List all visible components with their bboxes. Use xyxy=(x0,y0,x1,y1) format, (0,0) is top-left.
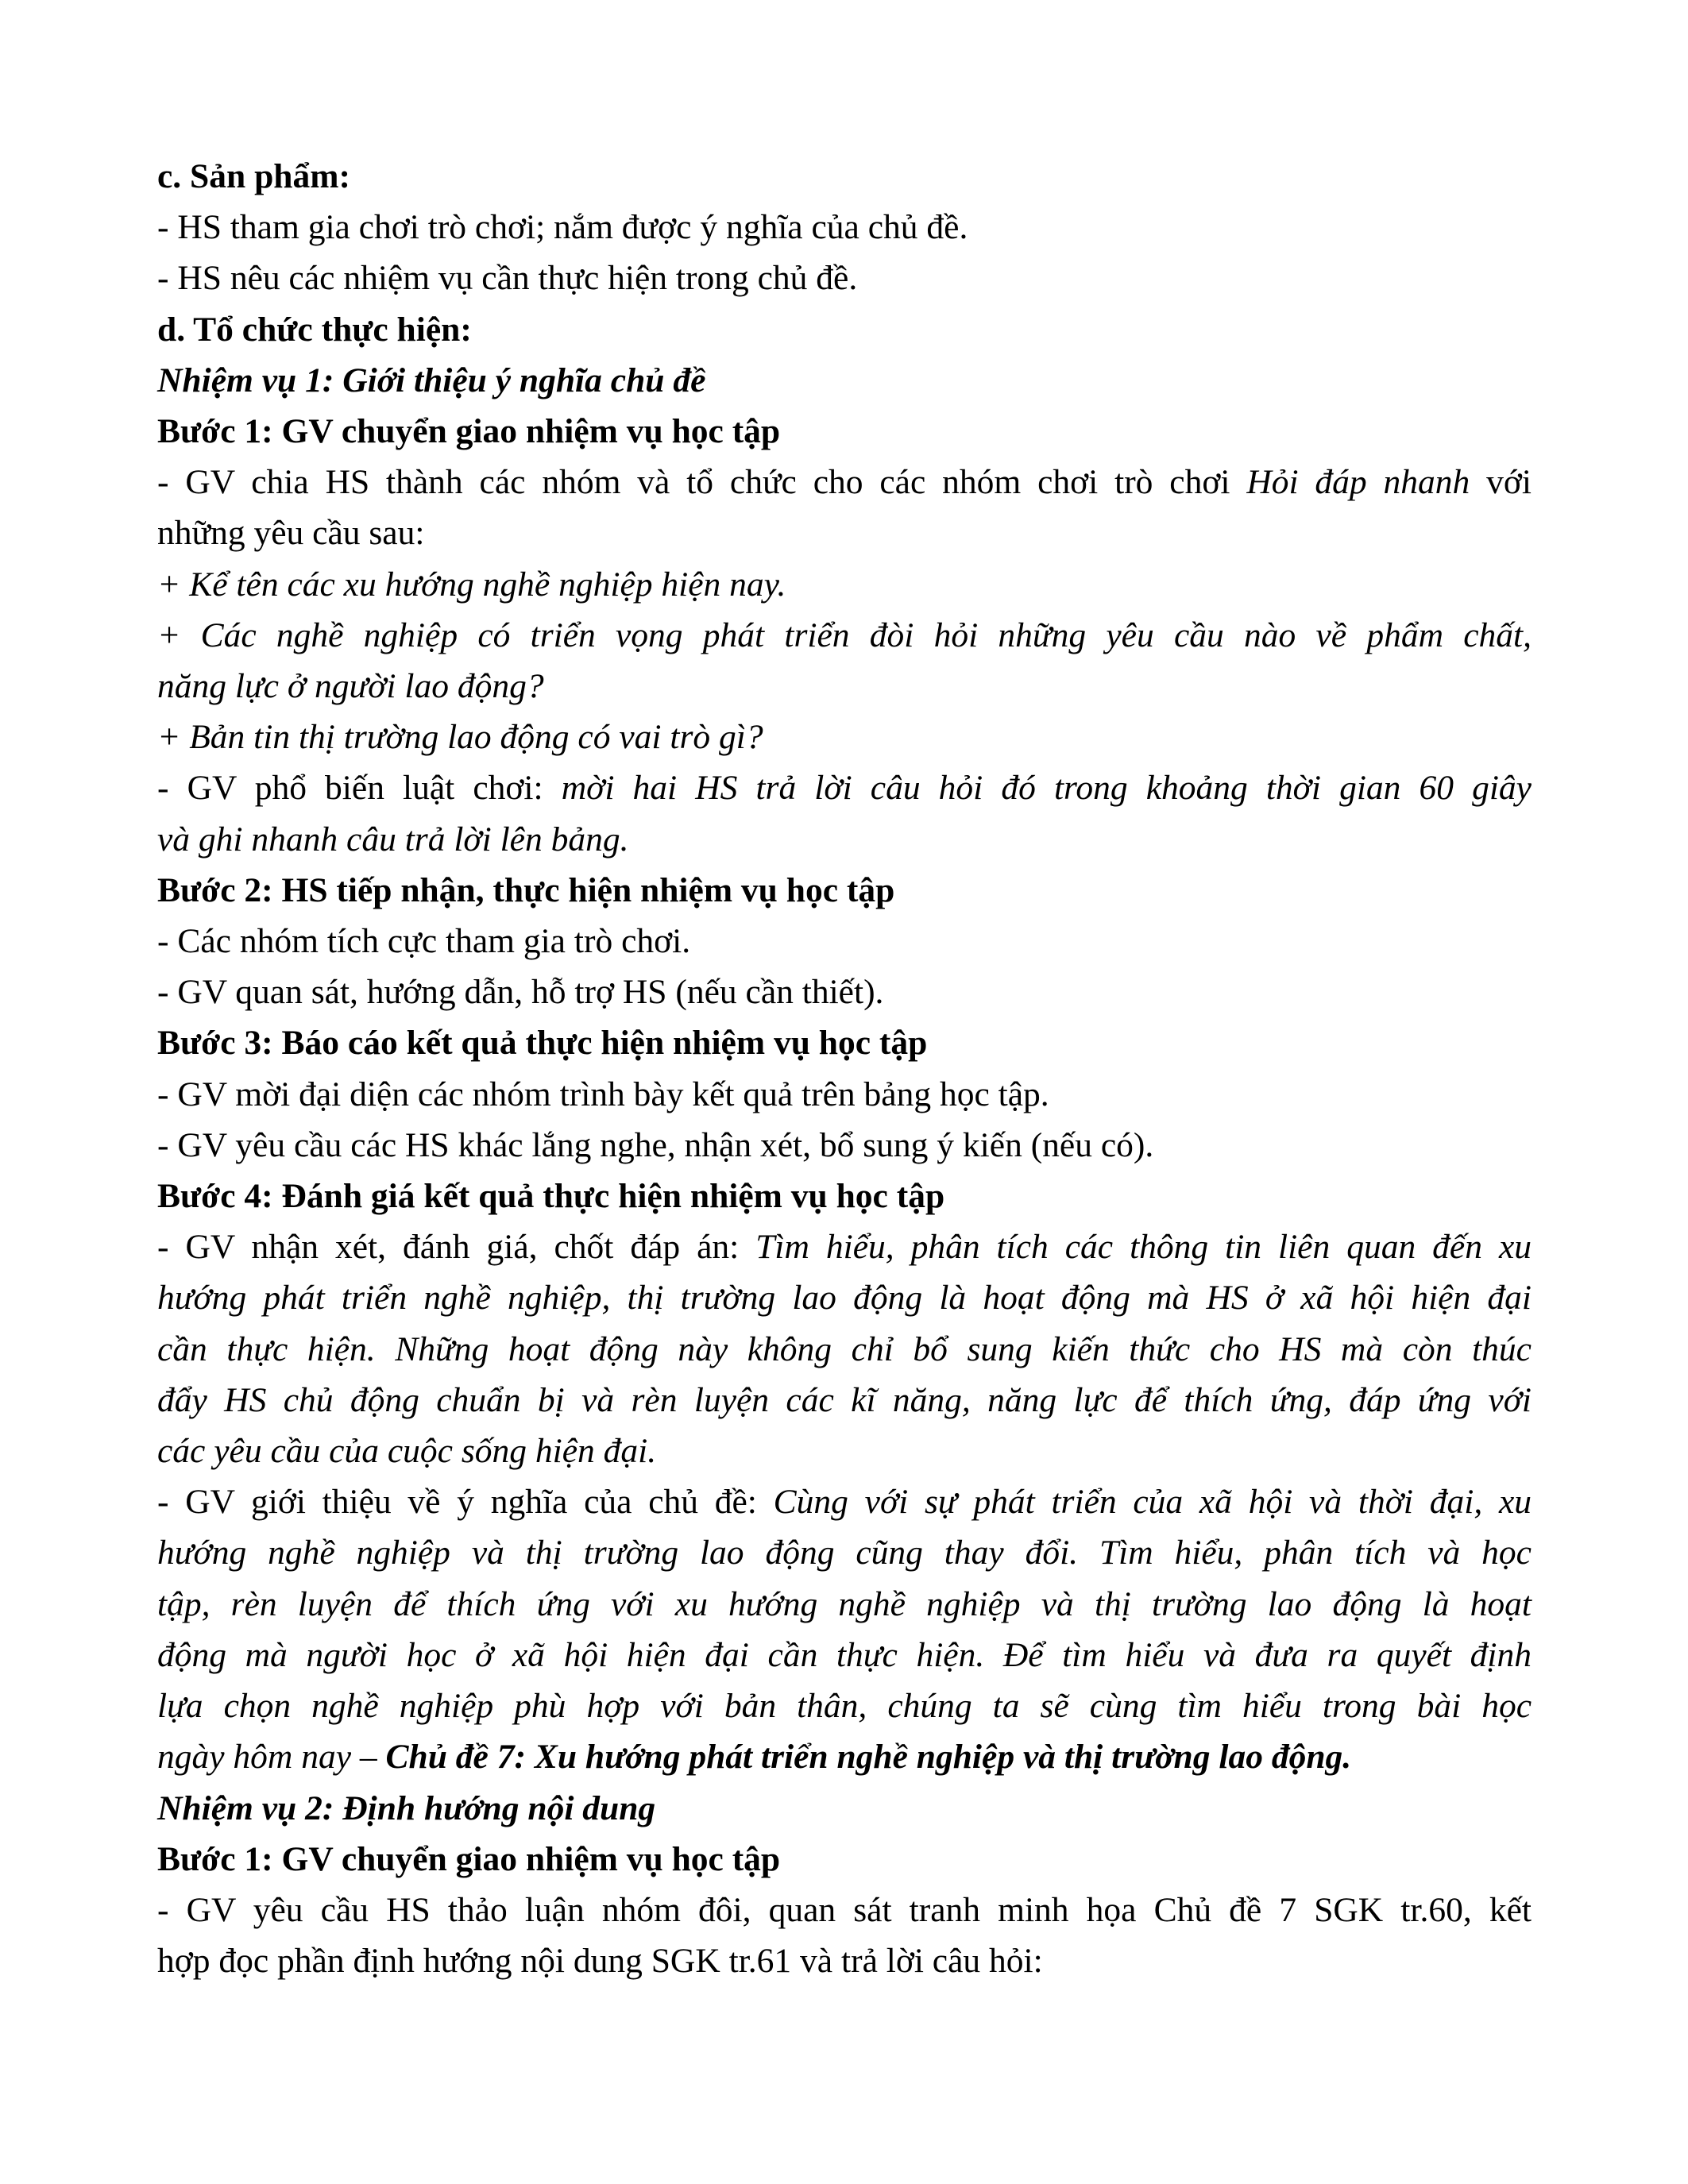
evaluation-paragraph: - GV nhận xét, đánh giá, chốt đáp án: Tìm hiểu, phân tích các thông tin liên quan đến xu xyxy=(157,1228,1532,1267)
topic-intro-paragraph-cont: tập, rèn luyện để thích ứng với xu hướng nghề nghiệp và thị trường lao động là hoạt xyxy=(157,1584,1532,1623)
task2-title: Nhiệm vụ 2: Định hướng nội dung xyxy=(157,1788,656,1827)
question-item: + Các nghề nghiệp có triển vọng phát triển đòi hỏi những yêu cầu nào về phẩm chất, xyxy=(157,615,1532,654)
step2-item: - GV quan sát, hướng dẫn, hỗ trợ HS (nếu cần thiết). xyxy=(157,973,884,1012)
task1-step3-title: Bước 3: Báo cáo kết quả thực hiện nhiệm vụ học tập xyxy=(157,1024,928,1063)
evaluation-paragraph-cont: các yêu cầu của cuộc sống hiện đại. xyxy=(157,1432,657,1471)
topic-intro-paragraph-cont: ngày hôm nay – Chủ đề 7: Xu hướng phát triển nghề nghiệp và thị trường lao động. xyxy=(157,1738,1352,1777)
step3-item: - GV yêu cầu các HS khác lắng nghe, nhận xét, bổ sung ý kiến (nếu có). xyxy=(157,1125,1154,1164)
task1-step1-title: Bước 1: GV chuyển giao nhiệm vụ học tập xyxy=(157,412,781,451)
document-page xyxy=(157,151,1532,1986)
topic-intro-paragraph-cont: lựa chọn nghề nghiệp phù hợp với bản thân, chúng ta sẽ cùng tìm hiểu trong bài học xyxy=(157,1687,1532,1726)
product-item: - HS tham gia chơi trò chơi; nắm được ý nghĩa của chủ đề. xyxy=(157,208,968,247)
topic-intro-paragraph-cont: hướng nghề nghiệp và thị trường lao động cũng thay đổi. Tìm hiểu, phân tích và học xyxy=(157,1534,1532,1572)
section-d-heading: d. Tổ chức thực hiện: xyxy=(157,310,472,349)
evaluation-paragraph-cont: cần thực hiện. Những hoạt động này không chỉ bổ sung kiến thức cho HS mà còn thúc xyxy=(157,1329,1532,1368)
section-c-heading: c. Sản phẩm: xyxy=(157,157,350,195)
task1-step1-paragraph-cont: những yêu cầu sau: xyxy=(157,514,425,553)
task2-step1-title: Bước 1: GV chuyển giao nhiệm vụ học tập xyxy=(157,1839,781,1878)
task1-title: Nhiệm vụ 1: Giới thiệu ý nghĩa chủ đề xyxy=(157,361,706,399)
game-rules-cont: và ghi nhanh câu trả lời lên bảng. xyxy=(157,820,629,859)
task2-step1-paragraph: - GV yêu cầu HS thảo luận nhóm đôi, quan sát tranh minh họa Chủ đề 7 SGK tr.60, kết xyxy=(157,1890,1532,1929)
game-rules: - GV phổ biến luật chơi: mời hai HS trả lời câu hỏi đó trong khoảng thời gian 60 giây xyxy=(157,769,1532,808)
task2-step1-paragraph-cont: hợp đọc phần định hướng nội dung SGK tr.61 và trả lời câu hỏi: xyxy=(157,1942,1043,1981)
topic-intro-paragraph: - GV giới thiệu về ý nghĩa của chủ đề: Cùng với sự phát triển của xã hội và thời đại, xu xyxy=(157,1483,1532,1522)
step3-item: - GV mời đại diện các nhóm trình bày kết quả trên bảng học tập. xyxy=(157,1075,1049,1113)
product-item: - HS nêu các nhiệm vụ cần thực hiện trong chủ đề. xyxy=(157,259,858,298)
task1-step4-title: Bước 4: Đánh giá kết quả thực hiện nhiệm vụ học tập xyxy=(157,1177,945,1216)
game-name: Hỏi đáp nhanh xyxy=(1246,463,1470,502)
question-item-cont: năng lực ở người lao động? xyxy=(157,667,544,706)
evaluation-paragraph-cont: đẩy HS chủ động chuẩn bị và rèn luyện các kĩ năng, năng lực để thích ứng, đáp ứng với xyxy=(157,1380,1532,1419)
question-item: + Bản tin thị trường lao động có vai trò gì? xyxy=(157,718,763,757)
step2-item: - Các nhóm tích cực tham gia trò chơi. xyxy=(157,922,691,961)
evaluation-paragraph-cont: hướng phát triển nghề nghiệp, thị trường lao động là hoạt động mà HS ở xã hội hiện đại xyxy=(157,1279,1532,1318)
topic-title: Chủ đề 7: Xu hướng phát triển nghề nghiệp và thị trường lao động. xyxy=(385,1738,1352,1777)
question-item: + Kể tên các xu hướng nghề nghiệp hiện nay. xyxy=(157,565,786,604)
task1-step2-title: Bước 2: HS tiếp nhận, thực hiện nhiệm vụ học tập xyxy=(157,870,895,909)
task1-step1-paragraph: - GV chia HS thành các nhóm và tổ chức cho các nhóm chơi trò chơi Hỏi đáp nhanh với xyxy=(157,463,1532,502)
topic-intro-paragraph-cont: động mà người học ở xã hội hiện đại cần thực hiện. Để tìm hiểu và đưa ra quyết định xyxy=(157,1635,1532,1674)
